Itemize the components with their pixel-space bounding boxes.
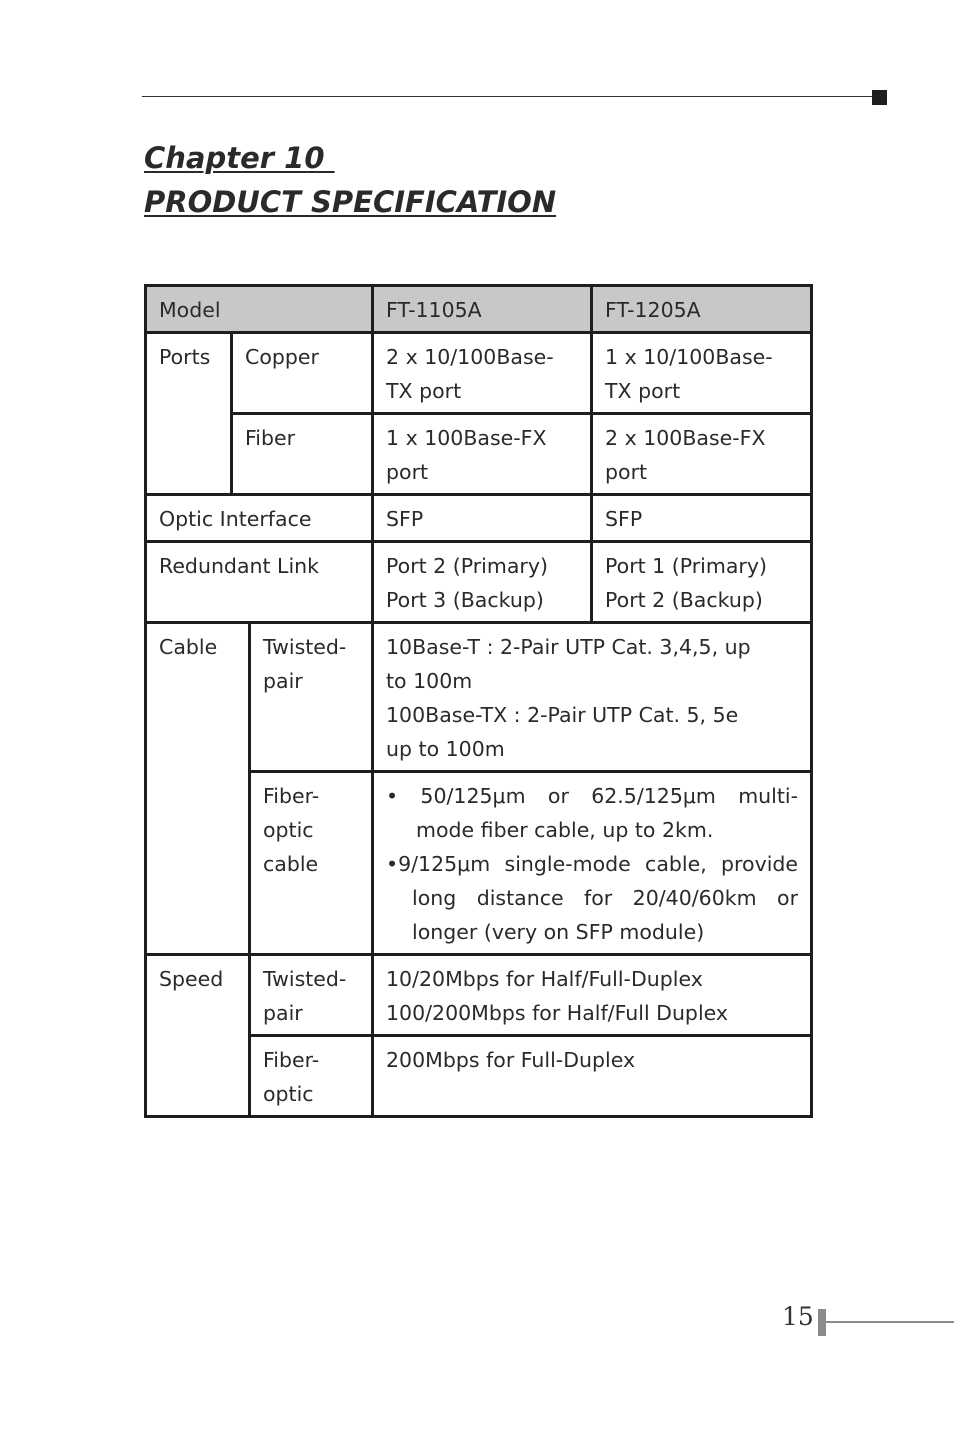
table-row-cable-twisted — [146, 623, 812, 772]
table-header-row — [146, 286, 812, 333]
specification-table — [144, 284, 813, 1118]
speed-twisted-label: Twisted- pair — [250, 955, 373, 1036]
fiber-ft-1105a: 1 x 100Base-FX port — [373, 414, 592, 495]
cable-twisted-value: 10Base-T : 2-Pair UTP Cat. 3,4,5, up to 100m 100Base-TX : 2-Pair UTP Cat. 5, 5e up to 100m — [373, 623, 812, 772]
redundant-link-label: Redundant Link — [146, 542, 373, 623]
redundant-link-ft-1105a: Port 2 (Primary) Port 3 (Backup) — [373, 542, 592, 623]
chapter-heading — [144, 136, 556, 224]
footer-bar-marker — [818, 1309, 826, 1336]
optic-interface-label: Optic Interface — [146, 495, 373, 542]
chapter-title: PRODUCT SPECIFICATION — [144, 185, 557, 219]
speed-label: Speed — [146, 955, 250, 1117]
ports-label: Ports — [146, 333, 232, 495]
table-row-optic-interface — [146, 495, 812, 542]
optic-interface-ft-1205a: SFP — [592, 495, 812, 542]
table-row-ports-fiber — [146, 414, 812, 495]
fiber-label: Fiber — [232, 414, 373, 495]
header-rule — [142, 96, 872, 97]
copper-ft-1105a: 2 x 10/100Base- TX port — [373, 333, 592, 414]
table-row-ports-copper — [146, 333, 812, 414]
table-row-redundant-link — [146, 542, 812, 623]
table-row-speed-twisted — [146, 955, 812, 1036]
redundant-link-ft-1205a: Port 1 (Primary) Port 2 (Backup) — [592, 542, 812, 623]
header-model: Model — [146, 286, 373, 333]
speed-fiber-label: Fiber- optic — [250, 1036, 373, 1117]
cable-fiber-label: Fiber- optic cable — [250, 772, 373, 955]
copper-label: Copper — [232, 333, 373, 414]
cable-twisted-label: Twisted- pair — [250, 623, 373, 772]
cable-fiber-value: • 50/125μm or 62.5/125μm multi- mode fiber cable, up to 2km. •9/125μm single-mode cable, provide long distance for 20/40/60km or longer (very on SFP module) — [373, 772, 812, 955]
footer-rule — [826, 1321, 954, 1323]
chapter-number: Chapter 10 — [144, 141, 335, 175]
page-number: 15 — [782, 1302, 814, 1331]
speed-fiber-value: 200Mbps for Full-Duplex — [373, 1036, 812, 1117]
header-ft-1105a: FT-1105A — [373, 286, 592, 333]
header-square-marker — [872, 90, 887, 105]
header-ft-1205a: FT-1205A — [592, 286, 812, 333]
fiber-ft-1205a: 2 x 100Base-FX port — [592, 414, 812, 495]
copper-ft-1205a: 1 x 10/100Base- TX port — [592, 333, 812, 414]
optic-interface-ft-1105a: SFP — [373, 495, 592, 542]
cable-label: Cable — [146, 623, 250, 955]
speed-twisted-value: 10/20Mbps for Half/Full-Duplex 100/200Mbps for Half/Full Duplex — [373, 955, 812, 1036]
